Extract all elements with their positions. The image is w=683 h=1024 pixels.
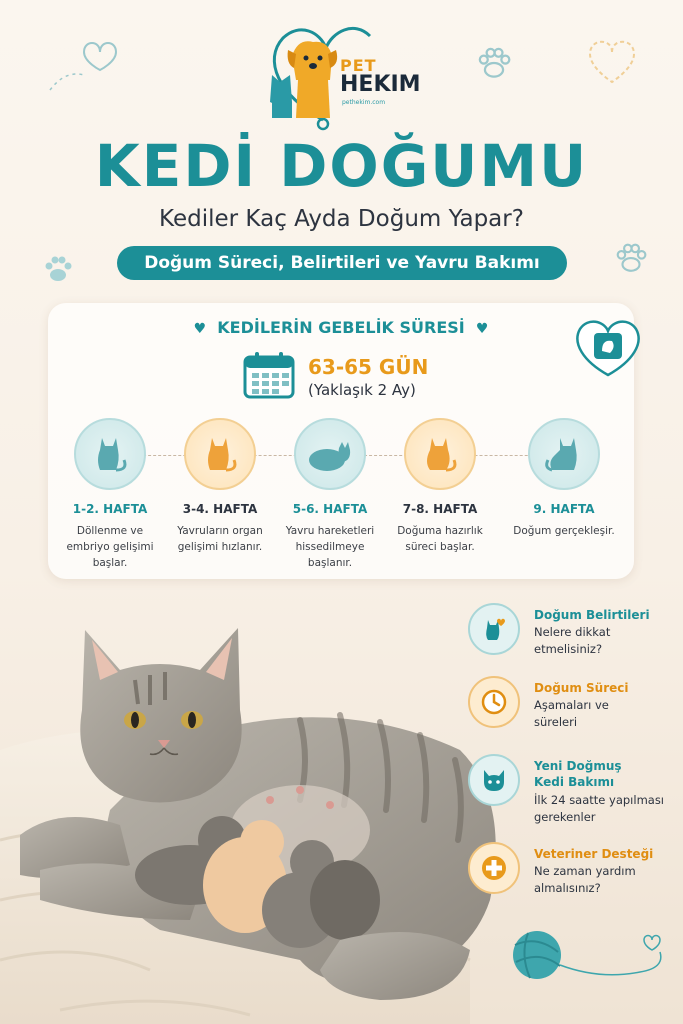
clock-icon xyxy=(468,676,520,728)
sitting-cat-icon xyxy=(74,418,146,490)
logo-text-hekim: HEKIM xyxy=(340,72,421,97)
timeline-step-5 xyxy=(508,418,620,539)
timeline-step-1 xyxy=(54,418,166,571)
gestation-panel xyxy=(48,303,634,579)
feature-title: Doğum Süreci xyxy=(534,681,629,695)
tagline-banner: Doğum Süreci, Belirtileri ve Yavru Bakımı xyxy=(117,246,567,280)
heart-doodle-icon xyxy=(572,30,652,100)
paw-icon xyxy=(42,254,74,284)
sitting-cat-icon xyxy=(528,418,600,490)
heart-icon: ♥ xyxy=(193,321,207,337)
timeline-step-2 xyxy=(164,418,276,555)
feature-desc: İlk 24 saatte yapılması gerekenler xyxy=(534,793,665,824)
timeline-step-3 xyxy=(274,418,386,571)
step-desc: Doğum gerçekleşir. xyxy=(513,525,615,537)
step-desc: Yavru hareketleri hissedilmeye başlanır. xyxy=(285,525,375,569)
step-week: 7-8. HAFTA xyxy=(402,502,478,516)
ultrasound-heart-icon xyxy=(568,313,648,383)
kitten-face-icon xyxy=(468,754,520,806)
medical-cross-icon xyxy=(468,842,520,894)
logo-text-pet: PET xyxy=(340,56,377,75)
step-desc: Doğuma hazırlık süreci başlar. xyxy=(397,525,483,553)
gestation-approx: (Yaklaşık 2 Ay) xyxy=(308,381,416,399)
page-subtitle: Kediler Kaç Ayda Doğum Yapar? xyxy=(159,206,524,232)
feature-desc: Aşamaları ve süreleri xyxy=(534,698,609,729)
gestation-title-text: KEDİLERİN GEBELİK SÜRESİ xyxy=(217,318,465,337)
step-desc: Döllenme ve embriyo gelişimi başlar. xyxy=(66,525,154,569)
gestation-days: 63-65 GÜN xyxy=(308,355,429,379)
step-week: 1-2. HAFTA xyxy=(72,502,148,516)
calendar-icon xyxy=(243,351,295,399)
feature-desc: Ne zaman yardım almalısınız? xyxy=(534,864,636,895)
feature-desc: Nelere dikkat etmelisiniz? xyxy=(534,625,611,656)
lying-cat-icon xyxy=(294,418,366,490)
logo-url: pethekim.com xyxy=(342,99,386,106)
step-week: 9. HAFTA xyxy=(533,502,595,516)
feature-title: Yeni Doğmuş Kedi Bakımı xyxy=(534,759,622,789)
cat-heart-icon xyxy=(468,603,520,655)
feature-title: Doğum Belirtileri xyxy=(534,608,650,622)
sitting-cat-icon xyxy=(184,418,256,490)
heart-doodle-icon xyxy=(40,30,130,100)
paw-icon xyxy=(475,46,513,80)
timeline-step-4 xyxy=(384,418,496,555)
page-title: KEDİ DOĞUMU xyxy=(94,132,589,200)
logo xyxy=(258,20,428,135)
step-week: 5-6. HAFTA xyxy=(292,502,368,516)
step-week: 3-4. HAFTA xyxy=(182,502,258,516)
gestation-title xyxy=(48,318,634,337)
paw-icon xyxy=(614,242,648,274)
step-desc: Yavruların organ gelişimi hızlanır. xyxy=(177,525,263,553)
feature-title: Veteriner Desteği xyxy=(534,847,654,861)
sitting-cat-icon xyxy=(404,418,476,490)
heart-icon: ♥ xyxy=(475,321,489,337)
